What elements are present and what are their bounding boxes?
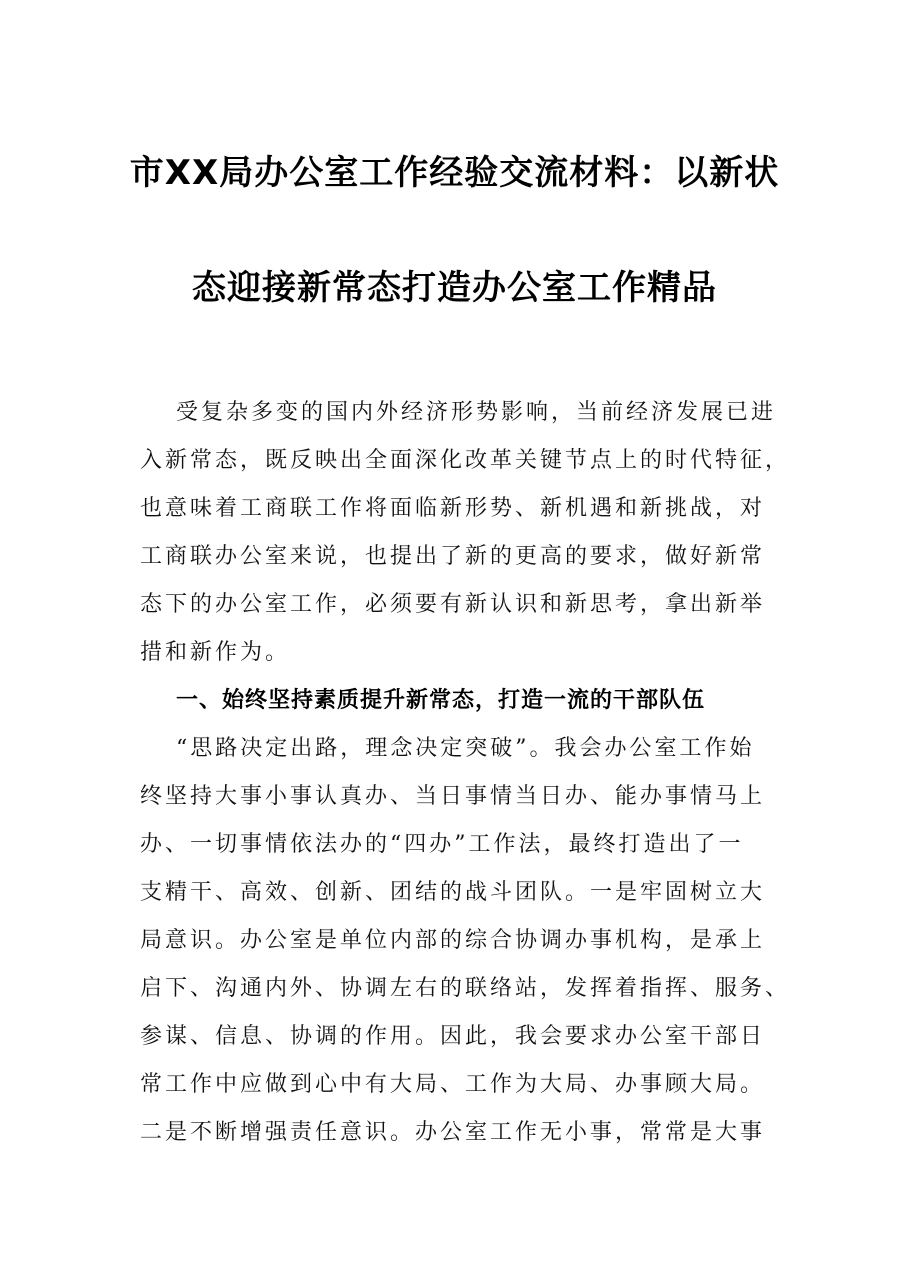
section-1-line-4: 支精干、高效、创新、团结的战斗团队。一是牢固树立大 [140, 880, 766, 905]
intro-line-1: 受复杂多变的国内外经济形势影响，当前经济发展已进 [176, 400, 777, 425]
section-1-heading: 一、始终坚持素质提升新常态，打造一流的干部队伍 [176, 688, 706, 713]
section-1-line-7: 参谋、信息、协调的作用。因此，我会要求办公室干部日 [140, 1024, 766, 1049]
intro-line-2: 入新常态，既反映出全面深化改革关键节点上的时代特征， [140, 448, 791, 473]
document-title-line-1: 市XX局办公室工作经验交流材料：以新状 [129, 153, 780, 193]
section-1-line-5: 局意识。办公室是单位内部的综合协调办事机构，是承上 [140, 928, 766, 953]
intro-line-5: 态下的办公室工作，必须要有新认识和新思考，拿出新举 [140, 592, 766, 617]
intro-line-6: 措和新作为。 [140, 640, 291, 665]
intro-line-3: 也意味着工商联工作将面临新形势、新机遇和新挑战，对 [140, 496, 766, 521]
section-1-line-8: 常工作中应做到心中有大局、工作为大局、办事顾大局。 [140, 1072, 766, 1097]
section-1-line-3: 办、一切事情依法办的“四办”工作法，最终打造出了一 [140, 832, 744, 857]
intro-line-4: 工商联办公室来说，也提出了新的更高的要求，做好新常 [140, 544, 766, 569]
section-1-line-6: 启下、沟通内外、协调左右的联络站，发挥着指挥、服务、 [140, 976, 791, 1001]
section-1-line-2: 终坚持大事小事认真办、当日事情当日办、能办事情马上 [140, 784, 766, 809]
document-title-line-2: 态迎接新常态打造办公室工作精品 [192, 268, 717, 308]
section-1-line-1: “思路决定出路，理念决定突破”。我会办公室工作始 [176, 736, 755, 761]
section-1-line-9: 二是不断增强责任意识。办公室工作无小事，常常是大事 [140, 1120, 766, 1145]
